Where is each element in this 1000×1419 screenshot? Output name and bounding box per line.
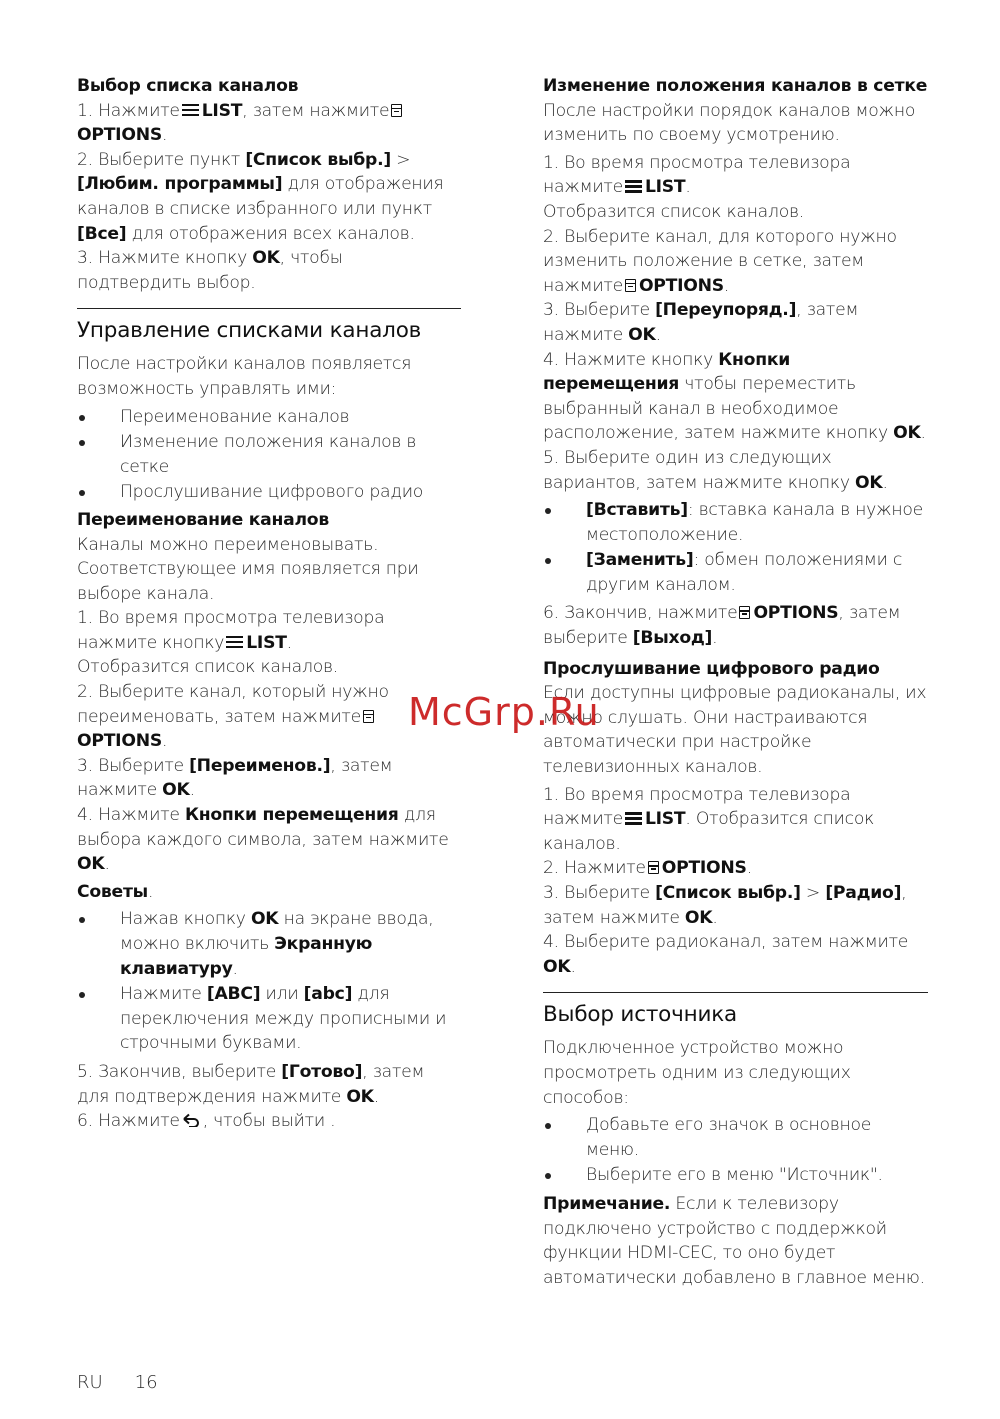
left-column bbox=[77, 74, 461, 1134]
reorder-shown: Отобразится список каналов. bbox=[543, 201, 804, 222]
rename-intro: Каналы можно переименовывать. Соответствующее имя появляется при выборе канала. bbox=[77, 534, 419, 604]
radio-title: Прослушивание цифрового радио bbox=[543, 658, 880, 679]
radio-step-3: 3. Выберите [Список выбр.] > [Радио], затем нажмите OK. bbox=[543, 883, 907, 928]
reorder-step-2: 2. Выберите канал, для которого нужно изменить положение в сетке, затем нажмите OPTIONS. bbox=[543, 226, 897, 296]
reorder-step-4: 4. Нажмите кнопку Кнопки перемещения чтобы переместить выбранный канал в необходимое расположение, затем нажмите кнопку OK. bbox=[543, 349, 926, 444]
reorder-options-list bbox=[543, 498, 928, 597]
bullet-icon bbox=[79, 992, 85, 998]
bullet-icon bbox=[79, 917, 85, 923]
list-icon bbox=[226, 635, 243, 649]
footer-language: RU bbox=[77, 1372, 103, 1393]
bullet-icon bbox=[79, 490, 85, 496]
list-item: [Вставить]: вставка канала в нужное местоположение. bbox=[543, 498, 928, 547]
rename-step-4: 4. Нажмите Кнопки перемещения для выбора каждого символа, затем нажмите OK. bbox=[77, 805, 449, 875]
page-number: 16 bbox=[134, 1372, 158, 1393]
source-bullet-list bbox=[543, 1113, 928, 1188]
options-icon bbox=[625, 279, 636, 292]
source-heading: Выбор источника bbox=[543, 992, 928, 1029]
list-select-step-3: 3. Нажмите кнопку OK, чтобы подтвердить выбор. bbox=[77, 248, 343, 293]
list-icon bbox=[182, 103, 199, 117]
reorder-step-1: 1. Во время просмотра телевизора нажмите LIST. bbox=[543, 152, 851, 198]
reorder-step-6: 6. Закончив, нажмите OPTIONS, затем выберите [Выход]. bbox=[543, 603, 901, 649]
list-item: Нажав кнопку OK на экране ввода, можно включить Экранную клавиатуру. bbox=[77, 907, 461, 981]
rename-shown: Отобразится список каналов. bbox=[77, 657, 338, 678]
options-icon bbox=[648, 861, 659, 874]
list-select-title: Выбор списка каналов bbox=[77, 76, 299, 96]
radio-intro: Если доступны цифровые радиоканалы, их можно слушать. Они настраиваются автоматически при настройке телевизионных каналов. bbox=[543, 683, 927, 778]
tips-label: Советы. bbox=[77, 881, 154, 902]
options-icon bbox=[391, 104, 402, 117]
list-select-step-2: 2. Выберите пункт [Список выбр.] > [Любим. программы] для отображения каналов в списке избранного или пункт [Все] для отображения всех каналов. bbox=[77, 149, 444, 244]
bullet-icon bbox=[79, 415, 85, 421]
rename-step-5: 5. Закончив, выберите [Готово], затем для подтверждения нажмите OK. bbox=[77, 1061, 425, 1107]
list-item: Выберите его в меню "Источник". bbox=[543, 1163, 928, 1188]
list-item: Добавьте его значок в основное меню. bbox=[543, 1113, 928, 1162]
list-item: Изменение положения каналов в сетке bbox=[77, 430, 461, 479]
manage-intro: После настройки каналов появляется возможность управлять ими: bbox=[77, 354, 412, 399]
list-select-step-1: 1. Нажмите LIST, затем нажмите OPTIONS. bbox=[77, 99, 461, 148]
bullet-icon bbox=[79, 440, 85, 446]
radio-step-2: 2. Нажмите OPTIONS. bbox=[543, 858, 752, 879]
reorder-title: Изменение положения каналов в сетке bbox=[543, 76, 928, 96]
options-icon bbox=[739, 606, 750, 619]
manage-bullet-list bbox=[77, 405, 461, 505]
rename-step-2: 2. Выберите канал, который нужно переименовать, затем нажмите OPTIONS. bbox=[77, 682, 389, 752]
source-intro: Подключенное устройство можно просмотреть одним из следующих способов: bbox=[543, 1038, 851, 1108]
bullet-icon bbox=[545, 508, 551, 514]
rename-step-3: 3. Выберите [Переименов.], затем нажмите OK. bbox=[77, 755, 393, 801]
list-item: [Заменить]: обмен положениями с другим каналом. bbox=[543, 548, 928, 597]
list-icon bbox=[625, 811, 642, 825]
list-item: Прослушивание цифрового радио bbox=[77, 480, 461, 505]
page-footer bbox=[77, 1372, 158, 1393]
back-icon bbox=[182, 1113, 200, 1127]
bullet-icon bbox=[545, 1173, 551, 1179]
list-item: Нажмите [ABC] или [abc] для переключения между прописными и строчными буквами. bbox=[77, 982, 461, 1056]
reorder-step-5: 5. Выберите один из следующих вариантов, затем нажмите кнопку OK. bbox=[543, 447, 888, 493]
radio-step-1: 1. Во время просмотра телевизора нажмите LIST. Отобразится список каналов. bbox=[543, 784, 875, 854]
rename-step-6: 6. Нажмите , чтобы выйти . bbox=[77, 1111, 336, 1132]
reorder-step-3: 3. Выберите [Переупоряд.], затем нажмите OK. bbox=[543, 300, 859, 345]
bullet-icon bbox=[545, 558, 551, 564]
list-icon bbox=[625, 179, 642, 193]
right-column bbox=[543, 74, 928, 1290]
manage-heading: Управление списками каналов bbox=[77, 308, 461, 345]
options-icon bbox=[363, 710, 374, 723]
reorder-intro: После настройки порядок каналов можно изменить по своему усмотрению. bbox=[543, 100, 916, 146]
radio-step-4: 4. Выберите радиоканал, затем нажмите OK. bbox=[543, 932, 909, 977]
list-item: Переименование каналов bbox=[77, 405, 461, 430]
tips-list bbox=[77, 907, 461, 1056]
watermark-text: McGrp.Ru bbox=[408, 690, 600, 734]
source-note: Примечание. Если к телевизору подключено устройство с поддержкой функции HDMI-CEC, то оно будет автоматически добавлено в главное меню. bbox=[543, 1193, 925, 1288]
rename-step-1: 1. Во время просмотра телевизора нажмите кнопку LIST. bbox=[77, 608, 385, 653]
bullet-icon bbox=[545, 1123, 551, 1129]
rename-title: Переименование каналов bbox=[77, 509, 329, 530]
